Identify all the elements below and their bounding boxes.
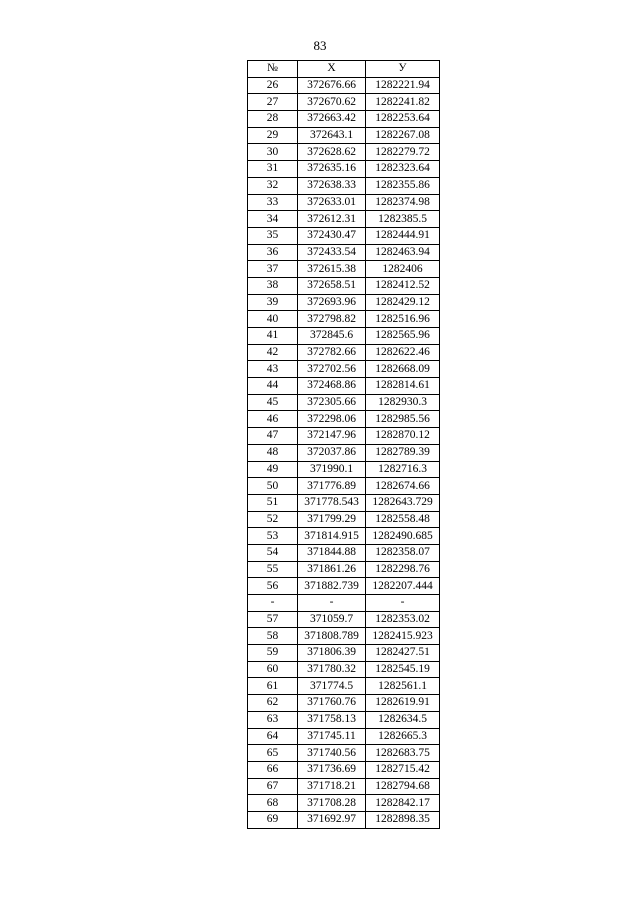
cell-y: 1282385.5	[366, 211, 440, 228]
cell-number: 29	[248, 127, 298, 144]
cell-x: 371778.543	[298, 494, 366, 511]
cell-number: 28	[248, 111, 298, 128]
cell-y: 1282516.96	[366, 311, 440, 328]
cell-number: 56	[248, 578, 298, 595]
table-row	[248, 261, 440, 278]
table-row	[248, 94, 440, 111]
cell-number: 68	[248, 795, 298, 812]
cell-number: 67	[248, 778, 298, 795]
table-row	[248, 561, 440, 578]
cell-x: 372612.31	[298, 211, 366, 228]
table-row	[248, 244, 440, 261]
table-row	[248, 578, 440, 595]
cell-y: 1282683.75	[366, 745, 440, 762]
table-row	[248, 511, 440, 528]
cell-y: 1282643.729	[366, 494, 440, 511]
cell-number: 42	[248, 344, 298, 361]
table-row	[248, 194, 440, 211]
cell-number: 45	[248, 394, 298, 411]
table-row	[248, 161, 440, 178]
cell-y: 1282565.96	[366, 328, 440, 345]
cell-number: 54	[248, 544, 298, 561]
cell-y: 1282842.17	[366, 795, 440, 812]
cell-y: 1282355.86	[366, 177, 440, 194]
cell-y: 1282490.685	[366, 528, 440, 545]
table-row	[248, 127, 440, 144]
cell-x: 372663.42	[298, 111, 366, 128]
cell-x: 371692.97	[298, 811, 366, 828]
table-row	[248, 645, 440, 662]
cell-y: 1282985.56	[366, 411, 440, 428]
cell-y: 1282298.76	[366, 561, 440, 578]
cell-number: 62	[248, 695, 298, 712]
cell-x: 372782.66	[298, 344, 366, 361]
cell-x: 371758.13	[298, 711, 366, 728]
cell-y: 1282412.52	[366, 277, 440, 294]
table-row	[248, 394, 440, 411]
cell-y: 1282668.09	[366, 361, 440, 378]
cell-number: 50	[248, 478, 298, 495]
cell-y: 1282444.91	[366, 227, 440, 244]
cell-x: 371844.88	[298, 544, 366, 561]
cell-y: 1282789.39	[366, 444, 440, 461]
cell-number: 48	[248, 444, 298, 461]
cell-x: 371808.789	[298, 628, 366, 645]
cell-y: 1282898.35	[366, 811, 440, 828]
cell-y: 1282558.48	[366, 511, 440, 528]
table-row	[248, 361, 440, 378]
header-row	[248, 61, 440, 78]
cell-number: 39	[248, 294, 298, 311]
cell-number: 27	[248, 94, 298, 111]
table-row	[248, 678, 440, 695]
table-row	[248, 711, 440, 728]
cell-number: 55	[248, 561, 298, 578]
cell-x: 372037.86	[298, 444, 366, 461]
cell-number: 41	[248, 328, 298, 345]
cell-x: 371774.5	[298, 678, 366, 695]
cell-number: 49	[248, 461, 298, 478]
table-row	[248, 311, 440, 328]
cell-x: 372702.56	[298, 361, 366, 378]
cell-x: 372305.66	[298, 394, 366, 411]
cell-number: 53	[248, 528, 298, 545]
cell-x: 371708.28	[298, 795, 366, 812]
cell-x: 371882.739	[298, 578, 366, 595]
table-row	[248, 77, 440, 94]
cell-number: 30	[248, 144, 298, 161]
cell-y: 1282415.923	[366, 628, 440, 645]
table-row	[248, 211, 440, 228]
cell-number: 66	[248, 761, 298, 778]
cell-y: 1282429.12	[366, 294, 440, 311]
table-row	[248, 411, 440, 428]
cell-x: 371806.39	[298, 645, 366, 662]
table-row	[248, 294, 440, 311]
table-row	[248, 761, 440, 778]
cell-y: 1282323.64	[366, 161, 440, 178]
coordinates-table-header	[248, 61, 440, 78]
cell-number: 69	[248, 811, 298, 828]
cell-x: 371776.89	[298, 478, 366, 495]
cell-x: 371740.56	[298, 745, 366, 762]
cell-number: 37	[248, 261, 298, 278]
cell-number: 58	[248, 628, 298, 645]
table-row	[248, 628, 440, 645]
cell-y: 1282622.46	[366, 344, 440, 361]
cell-number: 60	[248, 661, 298, 678]
cell-y: 1282221.94	[366, 77, 440, 94]
cell-x: 372615.38	[298, 261, 366, 278]
cell-number: 33	[248, 194, 298, 211]
cell-y: 1282870.12	[366, 428, 440, 445]
table-row	[248, 277, 440, 294]
table-row	[248, 695, 440, 712]
cell-y: 1282619.91	[366, 695, 440, 712]
cell-number: 38	[248, 277, 298, 294]
coordinates-table	[247, 60, 440, 829]
cell-x: 371814.915	[298, 528, 366, 545]
cell-x: 372693.96	[298, 294, 366, 311]
cell-number: 36	[248, 244, 298, 261]
table-row	[248, 428, 440, 445]
cell-x: 371861.26	[298, 561, 366, 578]
cell-x: 371990.1	[298, 461, 366, 478]
cell-x: 372628.62	[298, 144, 366, 161]
table-row	[248, 494, 440, 511]
cell-y: 1282241.82	[366, 94, 440, 111]
table-row	[248, 728, 440, 745]
table-row	[248, 611, 440, 628]
cell-x: 371745.11	[298, 728, 366, 745]
table-row	[248, 144, 440, 161]
cell-y: 1282267.08	[366, 127, 440, 144]
cell-x: -	[298, 595, 366, 612]
table-row	[248, 227, 440, 244]
cell-number: -	[248, 595, 298, 612]
cell-number: 59	[248, 645, 298, 662]
cell-y: 1282561.1	[366, 678, 440, 695]
cell-y: 1282814.61	[366, 378, 440, 395]
table-row	[248, 177, 440, 194]
cell-y: 1282463.94	[366, 244, 440, 261]
cell-x: 371760.76	[298, 695, 366, 712]
cell-x: 372676.66	[298, 77, 366, 94]
table-row	[248, 661, 440, 678]
table-row	[248, 544, 440, 561]
cell-number: 47	[248, 428, 298, 445]
cell-y: 1282207.444	[366, 578, 440, 595]
table-row	[248, 461, 440, 478]
cell-y: 1282634.5	[366, 711, 440, 728]
table-row	[248, 344, 440, 361]
table-row	[248, 478, 440, 495]
table-row	[248, 328, 440, 345]
cell-number: 44	[248, 378, 298, 395]
cell-number: 52	[248, 511, 298, 528]
cell-x: 371059.7	[298, 611, 366, 628]
cell-x: 372468.86	[298, 378, 366, 395]
cell-y: 1282358.07	[366, 544, 440, 561]
cell-number: 64	[248, 728, 298, 745]
cell-number: 31	[248, 161, 298, 178]
page-number: 83	[313, 38, 327, 53]
cell-x: 372430.47	[298, 227, 366, 244]
cell-number: 61	[248, 678, 298, 695]
cell-y: 1282253.64	[366, 111, 440, 128]
cell-x: 372798.82	[298, 311, 366, 328]
cell-x: 372633.01	[298, 194, 366, 211]
cell-number: 43	[248, 361, 298, 378]
table-row	[248, 111, 440, 128]
cell-number: 63	[248, 711, 298, 728]
cell-number: 46	[248, 411, 298, 428]
table-row	[248, 778, 440, 795]
cell-number: 40	[248, 311, 298, 328]
cell-y: 1282716.3	[366, 461, 440, 478]
cell-number: 34	[248, 211, 298, 228]
table-row	[248, 811, 440, 828]
cell-number: 65	[248, 745, 298, 762]
cell-y: -	[366, 595, 440, 612]
cell-x: 372658.51	[298, 277, 366, 294]
cell-x: 372670.62	[298, 94, 366, 111]
cell-x: 372638.33	[298, 177, 366, 194]
table-row	[248, 378, 440, 395]
cell-x: 371718.21	[298, 778, 366, 795]
cell-x: 372147.96	[298, 428, 366, 445]
cell-number: 26	[248, 77, 298, 94]
table-row	[248, 745, 440, 762]
cell-y: 1282406	[366, 261, 440, 278]
cell-x: 372433.54	[298, 244, 366, 261]
cell-y: 1282279.72	[366, 144, 440, 161]
cell-x: 372298.06	[298, 411, 366, 428]
cell-x: 371780.32	[298, 661, 366, 678]
table-row	[248, 595, 440, 612]
cell-y: 1282665.3	[366, 728, 440, 745]
header-y: У	[366, 61, 440, 78]
cell-y: 1282353.02	[366, 611, 440, 628]
cell-y: 1282794.68	[366, 778, 440, 795]
header-number: №	[248, 61, 298, 78]
cell-x: 371799.29	[298, 511, 366, 528]
cell-y: 1282674.66	[366, 478, 440, 495]
table-row	[248, 795, 440, 812]
cell-y: 1282427.51	[366, 645, 440, 662]
cell-number: 32	[248, 177, 298, 194]
table-row	[248, 528, 440, 545]
cell-y: 1282930.3	[366, 394, 440, 411]
cell-y: 1282715.42	[366, 761, 440, 778]
cell-number: 57	[248, 611, 298, 628]
header-x: X	[298, 61, 366, 78]
cell-x: 372643.1	[298, 127, 366, 144]
cell-x: 372635.16	[298, 161, 366, 178]
table-row	[248, 444, 440, 461]
cell-y: 1282374.98	[366, 194, 440, 211]
cell-x: 371736.69	[298, 761, 366, 778]
coordinates-table-body	[248, 77, 440, 828]
cell-number: 51	[248, 494, 298, 511]
cell-y: 1282545.19	[366, 661, 440, 678]
cell-number: 35	[248, 227, 298, 244]
cell-x: 372845.6	[298, 328, 366, 345]
